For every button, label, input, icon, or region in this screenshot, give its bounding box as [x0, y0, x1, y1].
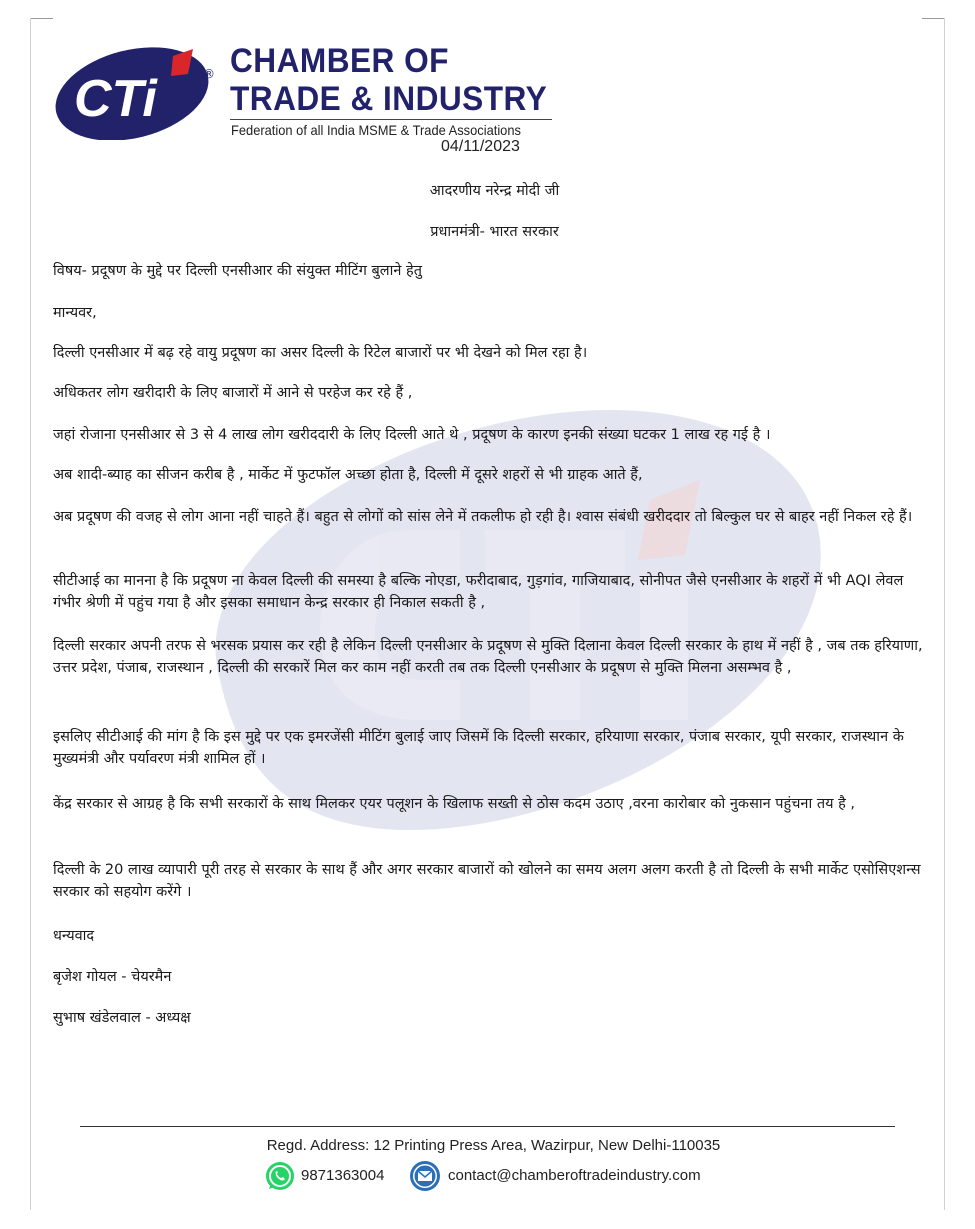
- cti-watermark: [180, 380, 840, 850]
- footer-divider: [80, 1126, 895, 1127]
- org-tagline: Federation of all India MSME & Trade Associations: [231, 122, 521, 138]
- addressee-name: आदरणीय नरेन्द्र मोदी जी: [429, 183, 560, 199]
- paragraph-2: अधिकतर लोग खरीदारी के लिए बाजारों में आने से परहेज कर रहे हैं ,: [53, 385, 413, 401]
- footer-email[interactable]: contact@chamberoftradeindustry.com: [448, 1167, 701, 1184]
- paragraph-5: अब प्रदूषण की वजह से लोग आना नहीं चाहते हैं। बहुत से लोगों को सांस लेने में तकलीफ हो रही है। श्वास संबंधी खरीददार तो बिल्कुल घर से बाहर नहीं निकल रहे हैं।: [53, 509, 913, 525]
- paragraph-7: दिल्ली सरकार अपनी तरफ से भरसक प्रयास कर रही है लेकिन दिल्ली एनसीआर के प्रदूषण से मुक्ति दिलाना केवल दिल्ली सरकार के हाथ में नहीं है , जब तक हरियाणा, उत्तर प्रदेश, पंजाब, राजस्थान , दिल्ली की सरकारें मिल कर काम नहीं करती तब तक दिल्ली एनसीआर के प्रदूषण से मुक्ति मिलना असम्भव है ,: [53, 638, 923, 676]
- letter-date: 04/11/2023: [441, 138, 520, 155]
- paragraph-10: दिल्ली के 20 लाख व्यापारी पूरी तरह से सरकार के साथ हैं और अगर सरकार बाजारों को खोलने का समय अलग अलग करती है तो दिल्ली के सभी मार्केट एसोसिएशन्स सरकार को सहयोग करेंगे ।: [53, 862, 921, 900]
- logo-text: CTi: [74, 70, 157, 128]
- footer-phone[interactable]: 9871363004: [301, 1167, 385, 1184]
- letterhead-divider: [230, 119, 552, 120]
- signatory-chairman: बृजेश गोयल - चेयरमैन: [53, 969, 172, 985]
- signatory-president: सुभाष खंडेलवाल - अध्यक्ष: [53, 1010, 191, 1026]
- whatsapp-icon: [264, 1160, 296, 1192]
- subject-line: विषय- प्रदूषण के मुद्दे पर दिल्ली एनसीआर की संयुक्त मीटिंग बुलाने हेतु: [53, 263, 422, 279]
- paragraph-4: अब शादी-ब्याह का सीजन करीब है , मार्केट में फुटफॉल अच्छा होता है, दिल्ली में दूसरे शहरों से भी ग्राहक आते हैं,: [53, 467, 643, 483]
- closing: धन्यवाद: [53, 928, 95, 944]
- org-name-line2: TRADE & INDUSTRY: [230, 80, 548, 118]
- registered-mark: ®: [203, 67, 215, 81]
- paragraph-3: जहां रोजाना एनसीआर से 3 से 4 लाख लोग खरीददारी के लिए दिल्ली आते थे , प्रदूषण के कारण इनकी संख्या घटकर 1 लाख रह गई है ।: [53, 427, 771, 443]
- paragraph-1: दिल्ली एनसीआर में बढ़ रहे वायु प्रदूषण का असर दिल्ली के रिटेल बाजारों पर भी देखने को मिल रहा है।: [53, 345, 588, 361]
- greeting: मान्यवर,: [53, 305, 97, 321]
- footer-address: Regd. Address: 12 Printing Press Area, Wazirpur, New Delhi-110035: [266, 1137, 721, 1154]
- paragraph-9: केंद्र सरकार से आग्रह है कि सभी सरकारों के साथ मिलकर एयर पलूशन के खिलाफ सख्ती से ठोस कदम उठाए ,वरना कारोबार को नुकसान पहुंचना तय है ,: [53, 796, 856, 812]
- addressee-designation: प्रधानमंत्री- भारत सरकार: [430, 224, 559, 240]
- paragraph-6: सीटीआई का मानना है कि प्रदूषण ना केवल दिल्ली की समस्या है बल्कि नोएडा, फरीदाबाद, गुड़गांव, गाजियाबाद, सोनीपत जैसे एनसीआर के शहरों में भी AQI लेवल गंभीर श्रेणी में पहुंच गया है और इसका समाधान केन्द्र सरकार ही निकाल सकती है ,: [53, 573, 904, 611]
- crop-mark-top-right: [922, 18, 945, 41]
- org-name-line1: CHAMBER OF: [230, 42, 449, 80]
- paragraph-8: इसलिए सीटीआई की मांग है कि इस मुद्दे पर एक इमरजेंसी मीटिंग बुलाई जाए जिसमें कि दिल्ली सरकार, हरियाणा सरकार, पंजाब सरकार, यूपी सरकार, राजस्थान के मुख्यमंत्री और पर्यावरण मंत्री शामिल हों ।: [53, 729, 904, 767]
- mail-icon: [409, 1160, 441, 1192]
- cti-logo: [52, 40, 222, 140]
- crop-mark-top-left: [30, 18, 53, 41]
